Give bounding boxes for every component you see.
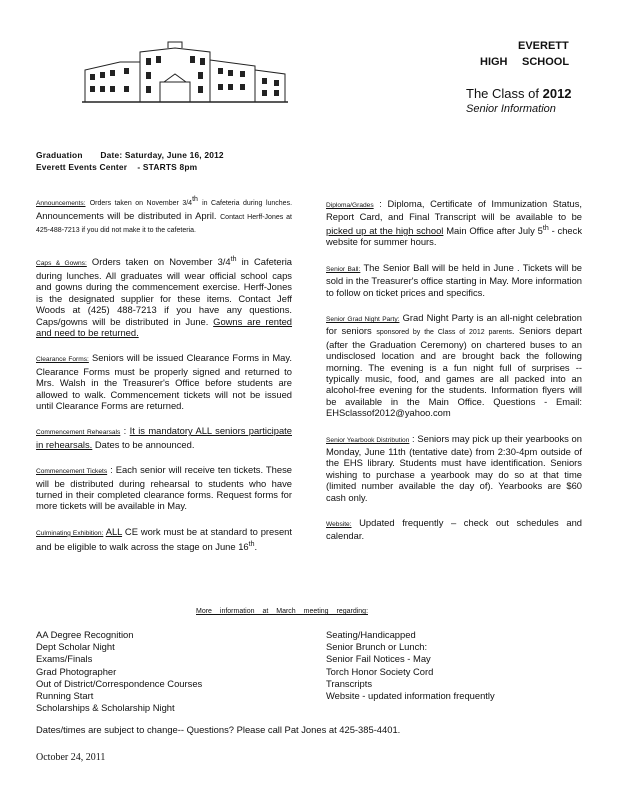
class-subtitle: Senior Information xyxy=(466,103,556,115)
right-column xyxy=(326,198,582,542)
school-name-line1: EVERETT xyxy=(518,40,569,52)
footer-note: Dates/times are subject to change-- Questions? Please call Pat Jones at 425-385-4401. xyxy=(36,724,401,735)
rehearsals-section: Commencement Rehearsals : It is mandatory ALL seniors participate in rehearsals. Dates to be announced. xyxy=(36,425,292,450)
announcements-section: Announcements: Orders taken on November 3/4th in Cafeteria during lunches. Announcements will be distributed in April. Contact Herff-Jones at 425-488-7213 if you did not make it to the cafeteria. xyxy=(36,196,293,234)
graduation-place-line: Everett Events Center - STARTS 8pm xyxy=(36,162,198,172)
culminating-section: Culminating Exhibition: ALL CE work must be at standard to present and be eligible to walk across the stage on June 16th. xyxy=(36,525,292,553)
tickets-section: Commencement Tickets : Each senior will receive ten tickets. These will be distributed during rehearsal to students who have turned in their completed clearance forms. Request forms for more tickets will be available in May. xyxy=(36,464,292,512)
school-name-line2a: HIGH xyxy=(480,56,508,68)
caps-gowns-section: Caps & Gowns: Orders taken on November 3/4th in Cafeteria during lunches. All graduates will wear official school caps and gowns during the commencement exercise. Herff-Jones is the designated supplier for these items. Contact Jeff Woods at (425) 488-7213 if you have any questions. Caps/gowns will be distributed in June. Gowns are rented and need to be returned. xyxy=(36,256,293,338)
list-item: Scholarships & Scholarship Night xyxy=(36,702,175,714)
document-date: October 24, 2011 xyxy=(36,752,106,763)
grad-night-section: Senior Grad Night Party: Grad Night Party is an all-night celebration for seniors sponsored by the Class of 2012 parents. Seniors depart (after the Graduation Ceremony) on chartered buses to an undisclosed location and are brought back the following morning. The evening is a fun night full of surprises -- typically music, food, and games are all packed into an alcohol-free evening for the students. Information flyers will be available in the Main Office. Questions - Email: EHSclassof2012@yahoo.com xyxy=(326,311,582,419)
list-item: Exams/Finals xyxy=(36,653,93,665)
graduation-date-line: Graduation Date: Saturday, June 16, 2012 xyxy=(36,150,224,160)
list-item: Torch Honor Society Cord xyxy=(326,665,434,677)
more-info-left-list xyxy=(36,629,296,714)
list-item: Senior Fail Notices - May xyxy=(326,653,431,665)
yearbook-section: Senior Yearbook Distribution : Seniors may pick up their yearbooks on Monday, June 11th (tentative date) from 2:30-4pm outside of the EHS library. Students must have identification. Seniors wishing to purchase a yearbook may do so at that time (limited number available the day of). Yearbooks are $60 cash only. xyxy=(326,432,582,503)
school-building-illustration xyxy=(80,40,290,110)
list-item: Out of District/Correspondence Courses xyxy=(36,677,203,689)
list-item: Grad Photographer xyxy=(36,665,117,677)
list-item: AA Degree Recognition xyxy=(36,629,134,640)
list-item: Running Start xyxy=(36,690,94,702)
left-column xyxy=(36,194,292,553)
list-item: Dept Scholar Night xyxy=(36,641,115,653)
list-item: Website - updated information frequently xyxy=(326,690,495,702)
grad-night-email[interactable]: Email: EHSclassof2012@yahoo.com xyxy=(326,395,582,419)
class-title: The Class of 2012 xyxy=(466,86,572,101)
list-item: Senior Brunch or Lunch: xyxy=(326,641,428,653)
clearance-forms-section: Clearance Forms: Seniors will be issued Clearance Forms in May. Clearance Forms must be properly signed and returned to Mrs. Walsh in the Treasurer's Office before students are allowed to walk. Commencement tickets will not be issued until Clearance Forms are returned. xyxy=(36,352,292,411)
senior-ball-section: Senior Ball: The Senior Ball will be held in June . Tickets will be sold in the Treasurer's office starting in May. More information to follow on ticket prices and specifics. xyxy=(326,261,582,298)
list-item: Transcripts xyxy=(326,677,373,689)
website-section: Website: Updated frequently – check out schedules and calendar. xyxy=(326,517,582,542)
more-info-heading: More information at March meeting regarding: xyxy=(196,608,369,615)
list-item: Seating/Handicapped xyxy=(326,629,416,640)
school-name-line2b: SCHOOL xyxy=(522,56,570,68)
diploma-section: Diploma/Grades : Diploma, Certificate of Immunization Status, Report Card, and Final Transcript will be available to be picked up at the high school Main Office after July 5th - check website for summer hours. xyxy=(326,198,583,248)
more-info-right-list xyxy=(326,629,586,702)
